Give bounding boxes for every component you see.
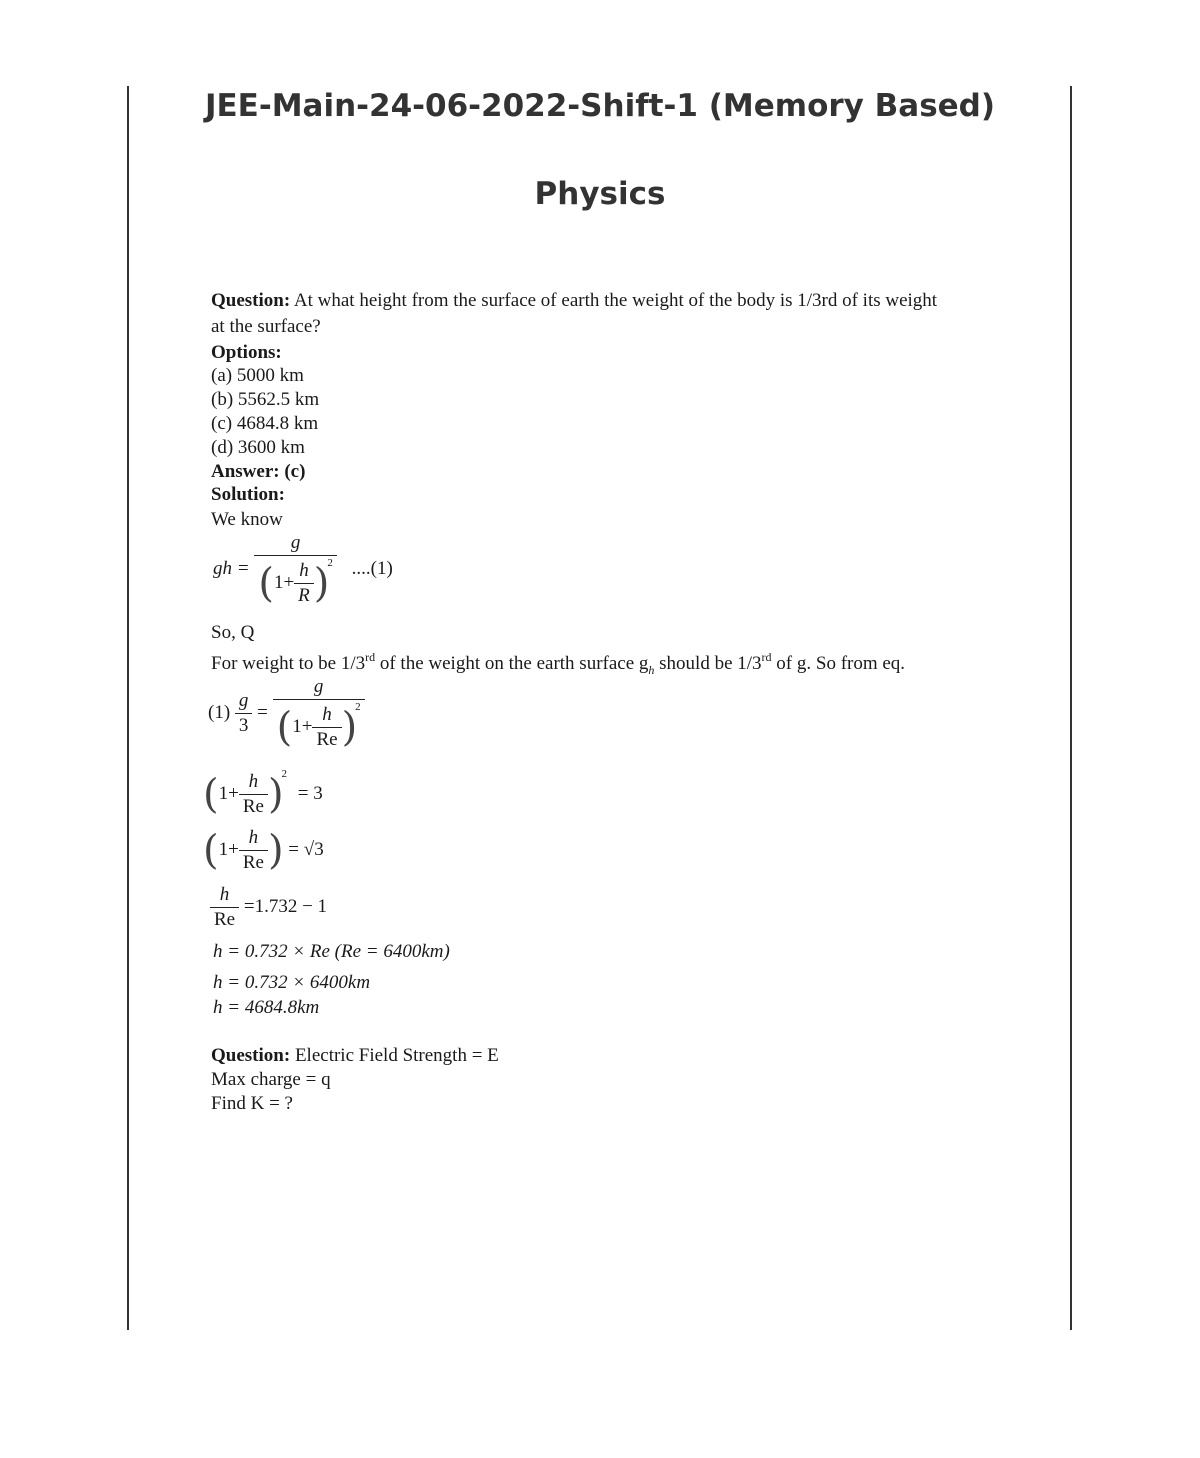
question-label: Question: bbox=[211, 290, 291, 311]
equation-3: (1+ $\frac{h}{Re}$ )$^2$ = 3 bbox=[203, 768, 323, 818]
option-b: (b) 5562.5 km bbox=[211, 389, 320, 410]
question-2-line1: Question: Electric Field Strength = E bbox=[211, 1045, 499, 1066]
question-2-line2: Max charge = q bbox=[211, 1069, 331, 1090]
options-label: Options: bbox=[211, 342, 282, 363]
question-2-line3: Find K = ? bbox=[211, 1093, 293, 1114]
equation-5: $\frac{h}{Re}$ =1.732 − 1 bbox=[210, 884, 327, 931]
equation-1: gh = g (1+ $\frac{h}{R}$ )$^2$ ....(1) bbox=[213, 532, 393, 607]
solution-label: Solution: bbox=[211, 484, 285, 505]
we-know-text: We know bbox=[211, 509, 283, 530]
equation-6: h = 0.732 × Re (Re = 6400km) bbox=[213, 941, 450, 962]
question-1-line2: at the surface? bbox=[211, 316, 321, 337]
subject-title: Physics bbox=[534, 176, 666, 212]
document-title: JEE-Main-24-06-2022-Shift-1 (Memory Based) bbox=[204, 88, 996, 124]
so-q-text: So, Q bbox=[211, 622, 255, 643]
question-2-label: Question: bbox=[211, 1045, 291, 1066]
equation-2: (1) $\frac{g}{3}$ = g (1+ $\frac{h}{Re}$ )$^2$ bbox=[208, 676, 365, 751]
answer: Answer: (c) bbox=[211, 461, 306, 482]
equation-4: (1+ $\frac{h}{Re}$ ) = √3 bbox=[203, 827, 324, 874]
left-border-line bbox=[127, 86, 129, 1330]
option-d: (d) 3600 km bbox=[211, 437, 305, 458]
equation-8: h = 4684.8km bbox=[213, 997, 320, 1018]
right-border-line bbox=[1070, 86, 1072, 1330]
option-a: (a) 5000 km bbox=[211, 365, 304, 386]
question-text: At what height from the surface of earth the weight of the body is 1/3rd of its weight bbox=[290, 290, 938, 311]
weight-condition-text: For weight to be 1/3rd of the weight on the earth surface $g_h$ should be 1/3rd of g. So from eq. bbox=[211, 650, 906, 677]
option-c: (c) 4684.8 km bbox=[211, 413, 319, 434]
equation-7: h = 0.732 × 6400km bbox=[213, 972, 371, 993]
question-1-line1 bbox=[211, 289, 937, 313]
